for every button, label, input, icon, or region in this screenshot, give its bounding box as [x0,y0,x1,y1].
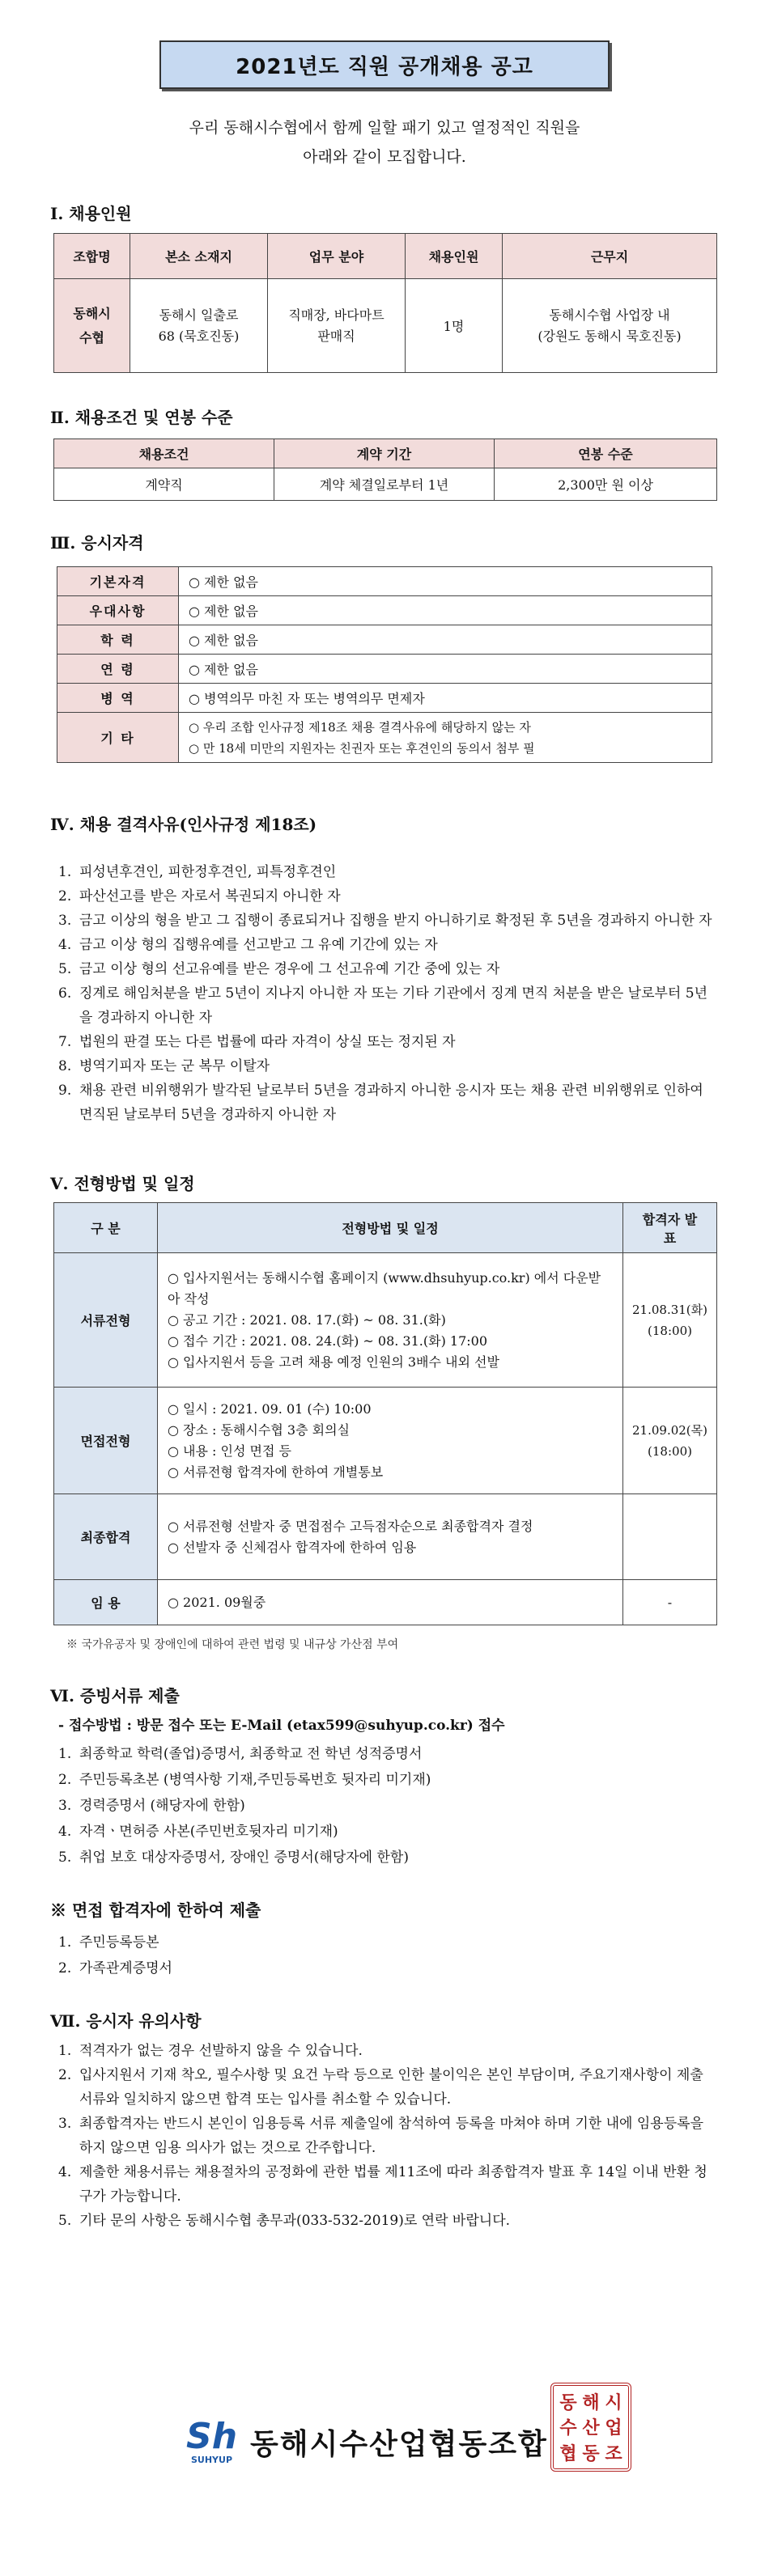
list-item: 5. 취업 보호 대상자증명서, 장애인 증명서(해당자에 한함) [58,1849,409,1866]
table-header: 채용인원 [406,234,503,279]
table-header: 전형방법 및 일정 [158,1203,623,1253]
row-value: ○ 병역의무 마친 자 또는 병역의무 면제자 [179,684,712,713]
row-value: ○ 입사지원서는 동해시수협 홈페이지 (www.dhsuhyup.co.kr) 에서 다운받아 작성 ○ 공고 기간 : 2021. 08. 17.(화) ~ 08. 31.(화) ○ 접수 기간 : 2021. 08. 24.(화) ~ 08. 31.(화) 17:00 ○ 입사지원서 등을 고려 채용 예정 인원의 3배수 내외 선발 [158,1253,623,1388]
list-item: 1. 최종학교 학력(졸업)증명서, 최종학교 전 학년 성적증명서 [58,1746,423,1762]
list-item: 4. 금고 이상 형의 집행유예를 선고받고 그 유예 기간에 있는 자 [58,937,438,953]
section-7-title: Ⅶ. 응시자 유의사항 [50,2011,202,2031]
footer-logo [186,2416,548,2465]
announce-cell: 21.08.31(화) (18:00) [623,1253,717,1388]
announce-cell: 21.09.02(목) (18:00) [623,1388,717,1494]
row-value: ○ 서류전형 선발자 중 면접점수 고득점자순으로 최종합격자 결정 ○ 선발자 중 신체검사 합격자에 한하여 임용 [158,1494,623,1580]
list-item: 3. 금고 이상의 형을 받고 그 집행이 종료되거나 집행을 받지 아니하기로 확정된 후 5년을 경과하지 아니한 자 [58,913,712,929]
list-item: 1. 피성년후견인, 피한정후견인, 피특정후견인 [58,864,337,880]
table-cell: 계약직 [54,468,274,501]
notice-title: 2021년도 직원 공개채용 공고 [159,40,610,89]
notes-list [58,2039,714,2233]
official-seal-icon: 동 해 시 수 산 업 협 동 조 [550,2383,631,2472]
list-item: 7. 법원의 판결 또는 다른 법률에 따라 자격이 상실 또는 정지된 자 [58,1034,456,1050]
suhyup-logo-icon [186,2416,238,2465]
list-item: 3. 최종합격자는 반드시 본인이 임용등록 서류 제출일에 참석하여 등록을 마쳐야 하며 기한 내에 임용등록을 하지 않으면 임용 의사가 없는 것으로 간주합니다. [58,2116,703,2156]
list-item: 5. 기타 문의 사항은 동해시수협 총무과(033-532-2019)로 연락 바랍니다. [58,2213,511,2229]
list-item: 9. 채용 관련 비위행위가 발각된 날로부터 5년을 경과하지 아니한 응시자 또는 채용 관련 비위행위로 인하여 면직된 날로부터 5년을 경과하지 아니한 자 [58,1083,703,1123]
union-cell: 동해시 수협 [54,279,130,373]
table-header: 구 분 [54,1203,158,1253]
section-5-title: Ⅴ. 전형방법 및 일정 [50,1174,195,1193]
row-value: ○ 제한 없음 [179,596,712,625]
announce-cell: - [623,1580,717,1625]
workplace-cell: 동해시수협 사업장 내 (강원도 동해시 묵호진동) [503,279,717,373]
table-header: 합격자 발 표 [623,1203,717,1253]
list-item: 8. 병역기피자 또는 군 복무 이탈자 [58,1058,270,1074]
row-label: 우대사항 [57,596,179,625]
disqualification-list [58,860,714,1127]
section-2-title: Ⅱ. 채용조건 및 연봉 수준 [50,408,233,427]
row-value: ○ 우리 조합 인사규정 제18조 채용 결격사유에 해당하지 않는 자 ○ 만 18세 미만의 지원자는 친권자 또는 후견인의 동의서 첨부 필 [179,713,712,763]
documents-list [58,1741,706,1871]
table-header: 계약 기간 [274,439,495,468]
recruit-count-table [53,233,717,373]
row-label: 학 력 [57,625,179,655]
row-value: ○ 2021. 09월중 [158,1580,623,1625]
section-6-title: Ⅵ. 증빙서류 제출 [50,1686,180,1705]
row-label: 기본자격 [57,567,179,596]
table-header: 업무 분야 [268,234,406,279]
row-label: 면접전형 [54,1388,158,1494]
list-item: 1. 적격자가 없는 경우 선발하지 않을 수 있습니다. [58,2043,363,2059]
section-1-title: Ⅰ. 채용인원 [50,204,132,223]
table-header: 연봉 수준 [495,439,717,468]
submission-method: - 접수방법 : 방문 접수 또는 E-Mail (etax599@suhyup.co.kr) 접수 [58,1718,505,1734]
list-item: 5. 금고 이상 형의 선고유예를 받은 경우에 그 선고유예 기간 중에 있는 자 [58,961,500,977]
logo-letters: Sh [186,2416,238,2457]
row-value: ○ 제한 없음 [179,655,712,684]
org-name: 동해시수산업협동조합 [250,2428,548,2461]
qualification-table [57,566,712,763]
row-label: 병 역 [57,684,179,713]
list-item: 4. 자격ㆍ면허증 사본(주민번호뒷자리 미기재) [58,1824,338,1840]
conditions-table [53,439,717,501]
bonus-note: ※ 국가유공자 및 장애인에 대하여 관련 법령 및 내규상 가산점 부여 [66,1638,399,1651]
section-3-title: Ⅲ. 응시자격 [50,533,144,553]
intro-text [49,113,720,172]
table-cell: 2,300만 원 이상 [495,468,717,501]
row-label: 연 령 [57,655,179,684]
row-label: 최종합격 [54,1494,158,1580]
table-header: 본소 소재지 [130,234,268,279]
list-item: 2. 주민등록초본 (병역사항 기재,주민등록번호 뒷자리 미기재) [58,1772,431,1788]
list-item: 6. 징계로 해임처분을 받고 5년이 지나지 아니한 자 또는 기타 기관에서 징계 면직 처분을 받은 날로부터 5년을 경과하지 아니한 자 [58,985,707,1026]
list-item: 1. 주민등록등본 [58,1934,159,1951]
table-cell: 계약 체결일로부터 1년 [274,468,495,501]
count-cell: 1명 [406,279,503,373]
intro-line: 우리 동해시수협에서 함께 일할 패기 있고 열정적인 직원을 [189,119,580,137]
table-header: 채용조건 [54,439,274,468]
list-item: 2. 입사지원서 기재 착오, 필수사항 및 요건 누락 등으로 인한 불이익은 본인 부담이며, 주요기재사항이 제출서류와 일치하지 않으면 합격 또는 입사를 취소할 수 있습니다. [58,2067,703,2108]
interview-docs-title: ※ 면접 합격자에 한하여 제출 [50,1900,261,1920]
list-item: 4. 제출한 채용서류는 채용절차의 공정화에 관한 법률 제11조에 따라 최종합격자 발표 후 14일 이내 반환 청구가 가능합니다. [58,2164,707,2205]
field-cell: 직매장, 바다마트 판매직 [268,279,406,373]
announce-cell [623,1494,717,1580]
row-value: ○ 제한 없음 [179,567,712,596]
row-label: 임 용 [54,1580,158,1625]
interview-docs-list [58,1930,706,1981]
table-header: 근무지 [503,234,717,279]
list-item: 2. 파산선고를 받은 자로서 복권되지 아니한 자 [58,888,341,905]
list-item: 3. 경력증명서 (해당자에 한함) [58,1798,245,1814]
list-item: 2. 가족관계증명서 [58,1960,172,1976]
logo-sub: SUHYUP [190,2455,233,2465]
row-label: 서류전형 [54,1253,158,1388]
row-label: 기 타 [57,713,179,763]
row-value: ○ 일시 : 2021. 09. 01 (수) 10:00 ○ 장소 : 동해시수협 3층 회의실 ○ 내용 : 인성 면접 등 ○ 서류전형 합격자에 한하여 개별통보 [158,1388,623,1494]
row-value: ○ 제한 없음 [179,625,712,655]
intro-line: 아래와 같이 모집합니다. [303,148,466,166]
location-cell: 동해시 일출로 68 (묵호진동) [130,279,268,373]
section-4-title: Ⅳ. 채용 결격사유(인사규정 제18조) [50,815,317,834]
schedule-table [53,1202,717,1625]
table-header: 조합명 [54,234,130,279]
